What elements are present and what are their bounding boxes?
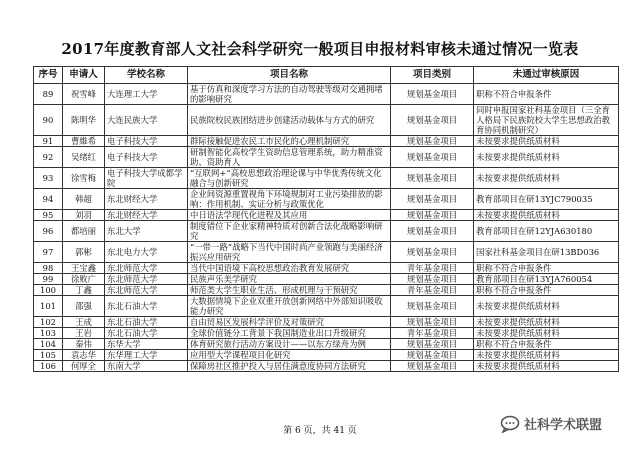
watermark-logo bbox=[500, 414, 602, 433]
cell-reason: 未按要求提供纸质材料 bbox=[474, 210, 619, 221]
cell-category: 青年基金项目 bbox=[391, 263, 474, 274]
cell-project: 制度错位下企业家精神特质对创新合法化战略影响研究 bbox=[188, 221, 391, 242]
header-no: 序号 bbox=[34, 67, 63, 84]
cell-reason: 教育部项目在研13YJA760054 bbox=[474, 274, 619, 285]
cell-project: 自由贸易区发展科学评价及对策研究 bbox=[188, 317, 391, 328]
cell-reason: 职称不符合申报条件 bbox=[474, 263, 619, 274]
cell-project: 全球价值链分工背景下我国制造业出口升级研究 bbox=[188, 328, 391, 339]
page-title: 2017年度教育部人文社会科学研究一般项目申报材料审核未通过情况一览表 bbox=[61, 40, 579, 58]
cell-applicant: 秦伟 bbox=[63, 339, 105, 350]
table-row bbox=[34, 168, 619, 189]
cell-reason: 未按要求提供纸质材料 bbox=[474, 328, 619, 339]
cell-no: 95 bbox=[34, 210, 63, 221]
cell-reason: 未按要求提供纸质材料 bbox=[474, 168, 619, 189]
table-row bbox=[34, 317, 619, 328]
cell-applicant: 刘羽 bbox=[63, 210, 105, 221]
cell-no: 94 bbox=[34, 189, 63, 210]
cell-category: 规划基金项目 bbox=[391, 221, 474, 242]
cell-school: 电子科技大学 bbox=[105, 147, 188, 168]
table-row bbox=[34, 189, 619, 210]
cell-no: 91 bbox=[34, 136, 63, 147]
cell-no: 97 bbox=[34, 242, 63, 263]
header-project: 项目名称 bbox=[188, 67, 391, 84]
cell-category: 规划基金项目 bbox=[391, 189, 474, 210]
cell-project: 民族声乐美学研究 bbox=[188, 274, 391, 285]
table-row bbox=[34, 263, 619, 274]
cell-category: 规划基金项目 bbox=[391, 84, 474, 105]
cell-category: 规划基金项目 bbox=[391, 274, 474, 285]
table-row bbox=[34, 328, 619, 339]
cell-school: 东北财经大学 bbox=[105, 210, 188, 221]
cell-no: 103 bbox=[34, 328, 63, 339]
cell-category: 青年基金项目 bbox=[391, 328, 474, 339]
cell-applicant: 王成 bbox=[63, 317, 105, 328]
table-row bbox=[34, 105, 619, 136]
cell-applicant: 王宝鑫 bbox=[63, 263, 105, 274]
cell-applicant: 丁鑫 bbox=[63, 285, 105, 296]
table-row bbox=[34, 84, 619, 105]
cell-no: 96 bbox=[34, 221, 63, 242]
cell-category: 规划基金项目 bbox=[391, 136, 474, 147]
cell-no: 92 bbox=[34, 147, 63, 168]
table-row bbox=[34, 242, 619, 263]
cell-reason: 未按要求提供纸质材料 bbox=[474, 317, 619, 328]
cell-applicant: 徐雪梅 bbox=[63, 168, 105, 189]
cell-project: 中日语法学现代化进程及其应用 bbox=[188, 210, 391, 221]
cell-project: 民族院校民族团结进步创建活动载体与方式的研究 bbox=[188, 105, 391, 136]
table-row bbox=[34, 361, 619, 372]
cell-school: 电子科技大学 bbox=[105, 136, 188, 147]
table-row bbox=[34, 221, 619, 242]
header-applicant: 申请人 bbox=[63, 67, 105, 84]
cell-category: 规划基金项目 bbox=[391, 210, 474, 221]
cell-applicant: 吴绪红 bbox=[63, 147, 105, 168]
cell-reason: 教育部项目在研13YJC790035 bbox=[474, 189, 619, 210]
cell-category: 规划基金项目 bbox=[391, 242, 474, 263]
header-reason: 未通过审核原因 bbox=[474, 67, 619, 84]
cell-category: 规划基金项目 bbox=[391, 296, 474, 317]
cell-school: 东华大学 bbox=[105, 339, 188, 350]
cell-school: 东北石油大学 bbox=[105, 317, 188, 328]
cell-category: 规划基金项目 bbox=[391, 361, 474, 372]
cell-reason: 同时申报国家社科基金项目（三全育人格局下民族院校大学生思想政治教育协同机制研究） bbox=[474, 105, 619, 136]
cell-project: 当代中国语境下高校思想政治教育发展研究 bbox=[188, 263, 391, 274]
cell-project: “互联网+”高校思想政治理论课与中华优秀传统文化融合与创新研究 bbox=[188, 168, 391, 189]
cell-reason: 职称不符合申报条件 bbox=[474, 84, 619, 105]
table-row bbox=[34, 136, 619, 147]
cell-applicant: 徐败广 bbox=[63, 274, 105, 285]
cell-applicant: 韩超 bbox=[63, 189, 105, 210]
table-row bbox=[34, 296, 619, 317]
table-row bbox=[34, 339, 619, 350]
cell-category: 规划基金项目 bbox=[391, 350, 474, 361]
cell-reason: 未按要求提供纸质材料 bbox=[474, 136, 619, 147]
cell-reason: 教育部项目在研12YJA630180 bbox=[474, 221, 619, 242]
cell-no: 102 bbox=[34, 317, 63, 328]
cell-reason: 未按要求提供纸质材料 bbox=[474, 296, 619, 317]
cell-category: 规划基金项目 bbox=[391, 339, 474, 350]
cell-reason: 职称不符合申报条件 bbox=[474, 339, 619, 350]
review-table bbox=[33, 66, 619, 372]
cell-project: 保障房社区推护投入与居住满意度协同方法研究 bbox=[188, 361, 391, 372]
cell-reason: 未按要求提供纸质材料 bbox=[474, 147, 619, 168]
cell-applicant: 曹維希 bbox=[63, 136, 105, 147]
cell-project: 群际接触促进农民工市民化的心理机制研究 bbox=[188, 136, 391, 147]
cell-project: 基于仿真和深度学习方法的自动驾驶等级对交通拥堵的影响研究 bbox=[188, 84, 391, 105]
cell-no: 98 bbox=[34, 263, 63, 274]
cell-no: 104 bbox=[34, 339, 63, 350]
cell-applicant: 邵强 bbox=[63, 296, 105, 317]
chat-bubble-icon bbox=[500, 415, 520, 433]
cell-project: 体育研究旅行活动方案设计——以东方绿舟为例 bbox=[188, 339, 391, 350]
table-row bbox=[34, 274, 619, 285]
cell-school: 东北电力大学 bbox=[105, 242, 188, 263]
cell-school: 东北师范大学 bbox=[105, 274, 188, 285]
cell-project: 应用型大学课程项目化研究 bbox=[188, 350, 391, 361]
cell-category: 青年基金项目 bbox=[391, 285, 474, 296]
cell-applicant: 何厚全 bbox=[63, 361, 105, 372]
cell-category: 规划基金项目 bbox=[391, 147, 474, 168]
cell-applicant: 王岩 bbox=[63, 328, 105, 339]
cell-no: 93 bbox=[34, 168, 63, 189]
cell-school: 大连理工大学 bbox=[105, 84, 188, 105]
cell-school: 东北石油大学 bbox=[105, 328, 188, 339]
cell-applicant: 祝雪峰 bbox=[63, 84, 105, 105]
cell-no: 90 bbox=[34, 105, 63, 136]
cell-category: 规划基金项目 bbox=[391, 317, 474, 328]
cell-school: 东华理工大学 bbox=[105, 350, 188, 361]
cell-no: 99 bbox=[34, 274, 63, 285]
cell-reason: 职称不符合申报条件 bbox=[474, 285, 619, 296]
cell-no: 105 bbox=[34, 350, 63, 361]
table-header-row bbox=[34, 67, 619, 84]
cell-applicant: 袁志华 bbox=[63, 350, 105, 361]
cell-school: 电子科技大学成都学院 bbox=[105, 168, 188, 189]
cell-school: 东北师范大学 bbox=[105, 285, 188, 296]
table-row bbox=[34, 350, 619, 361]
cell-project: 师范类大学生职业生活、形成机理与干预研究 bbox=[188, 285, 391, 296]
cell-reason: 未按要求提供纸质材料 bbox=[474, 350, 619, 361]
cell-applicant: 陈明华 bbox=[63, 105, 105, 136]
cell-school: 东南大学 bbox=[105, 361, 188, 372]
header-school: 学校名称 bbox=[105, 67, 188, 84]
cell-category: 规划基金项目 bbox=[391, 168, 474, 189]
cell-project: 企业间资源重置视角下环境规制对工业污染排放的影响：作用机制、实证分析与政策优化 bbox=[188, 189, 391, 210]
cell-no: 106 bbox=[34, 361, 63, 372]
cell-reason: 未按要求提供纸质材料 bbox=[474, 361, 619, 372]
table-row bbox=[34, 210, 619, 221]
cell-applicant: 郭彬 bbox=[63, 242, 105, 263]
cell-reason: 国家社科基金项目在研13BD036 bbox=[474, 242, 619, 263]
cell-category: 规划基金项目 bbox=[391, 105, 474, 136]
watermark-text: 社科学术联盟 bbox=[524, 418, 603, 433]
cell-applicant: 都培丽 bbox=[63, 221, 105, 242]
cell-school: 东北财经大学 bbox=[105, 189, 188, 210]
page-number: 第 6 页，共 41 页 bbox=[283, 426, 357, 436]
cell-no: 100 bbox=[34, 285, 63, 296]
cell-project: “一带一路”战略下当代中国时尚产业领跑与美丽经济振兴应用研究 bbox=[188, 242, 391, 263]
cell-no: 101 bbox=[34, 296, 63, 317]
cell-school: 东北师范大学 bbox=[105, 263, 188, 274]
table-row bbox=[34, 285, 619, 296]
cell-school: 大连民族大学 bbox=[105, 105, 188, 136]
cell-school: 东北石油大学 bbox=[105, 296, 188, 317]
cell-school: 东北大学 bbox=[105, 221, 188, 242]
header-category: 项目类别 bbox=[391, 67, 474, 84]
cell-project: 研制智能化高校学生资助信息管理系统，助力精准资助、资助育人 bbox=[188, 147, 391, 168]
cell-project: 大数据情境下企业双重开放创新网络中外部知识吸收能力研究 bbox=[188, 296, 391, 317]
table-row bbox=[34, 147, 619, 168]
cell-no: 89 bbox=[34, 84, 63, 105]
